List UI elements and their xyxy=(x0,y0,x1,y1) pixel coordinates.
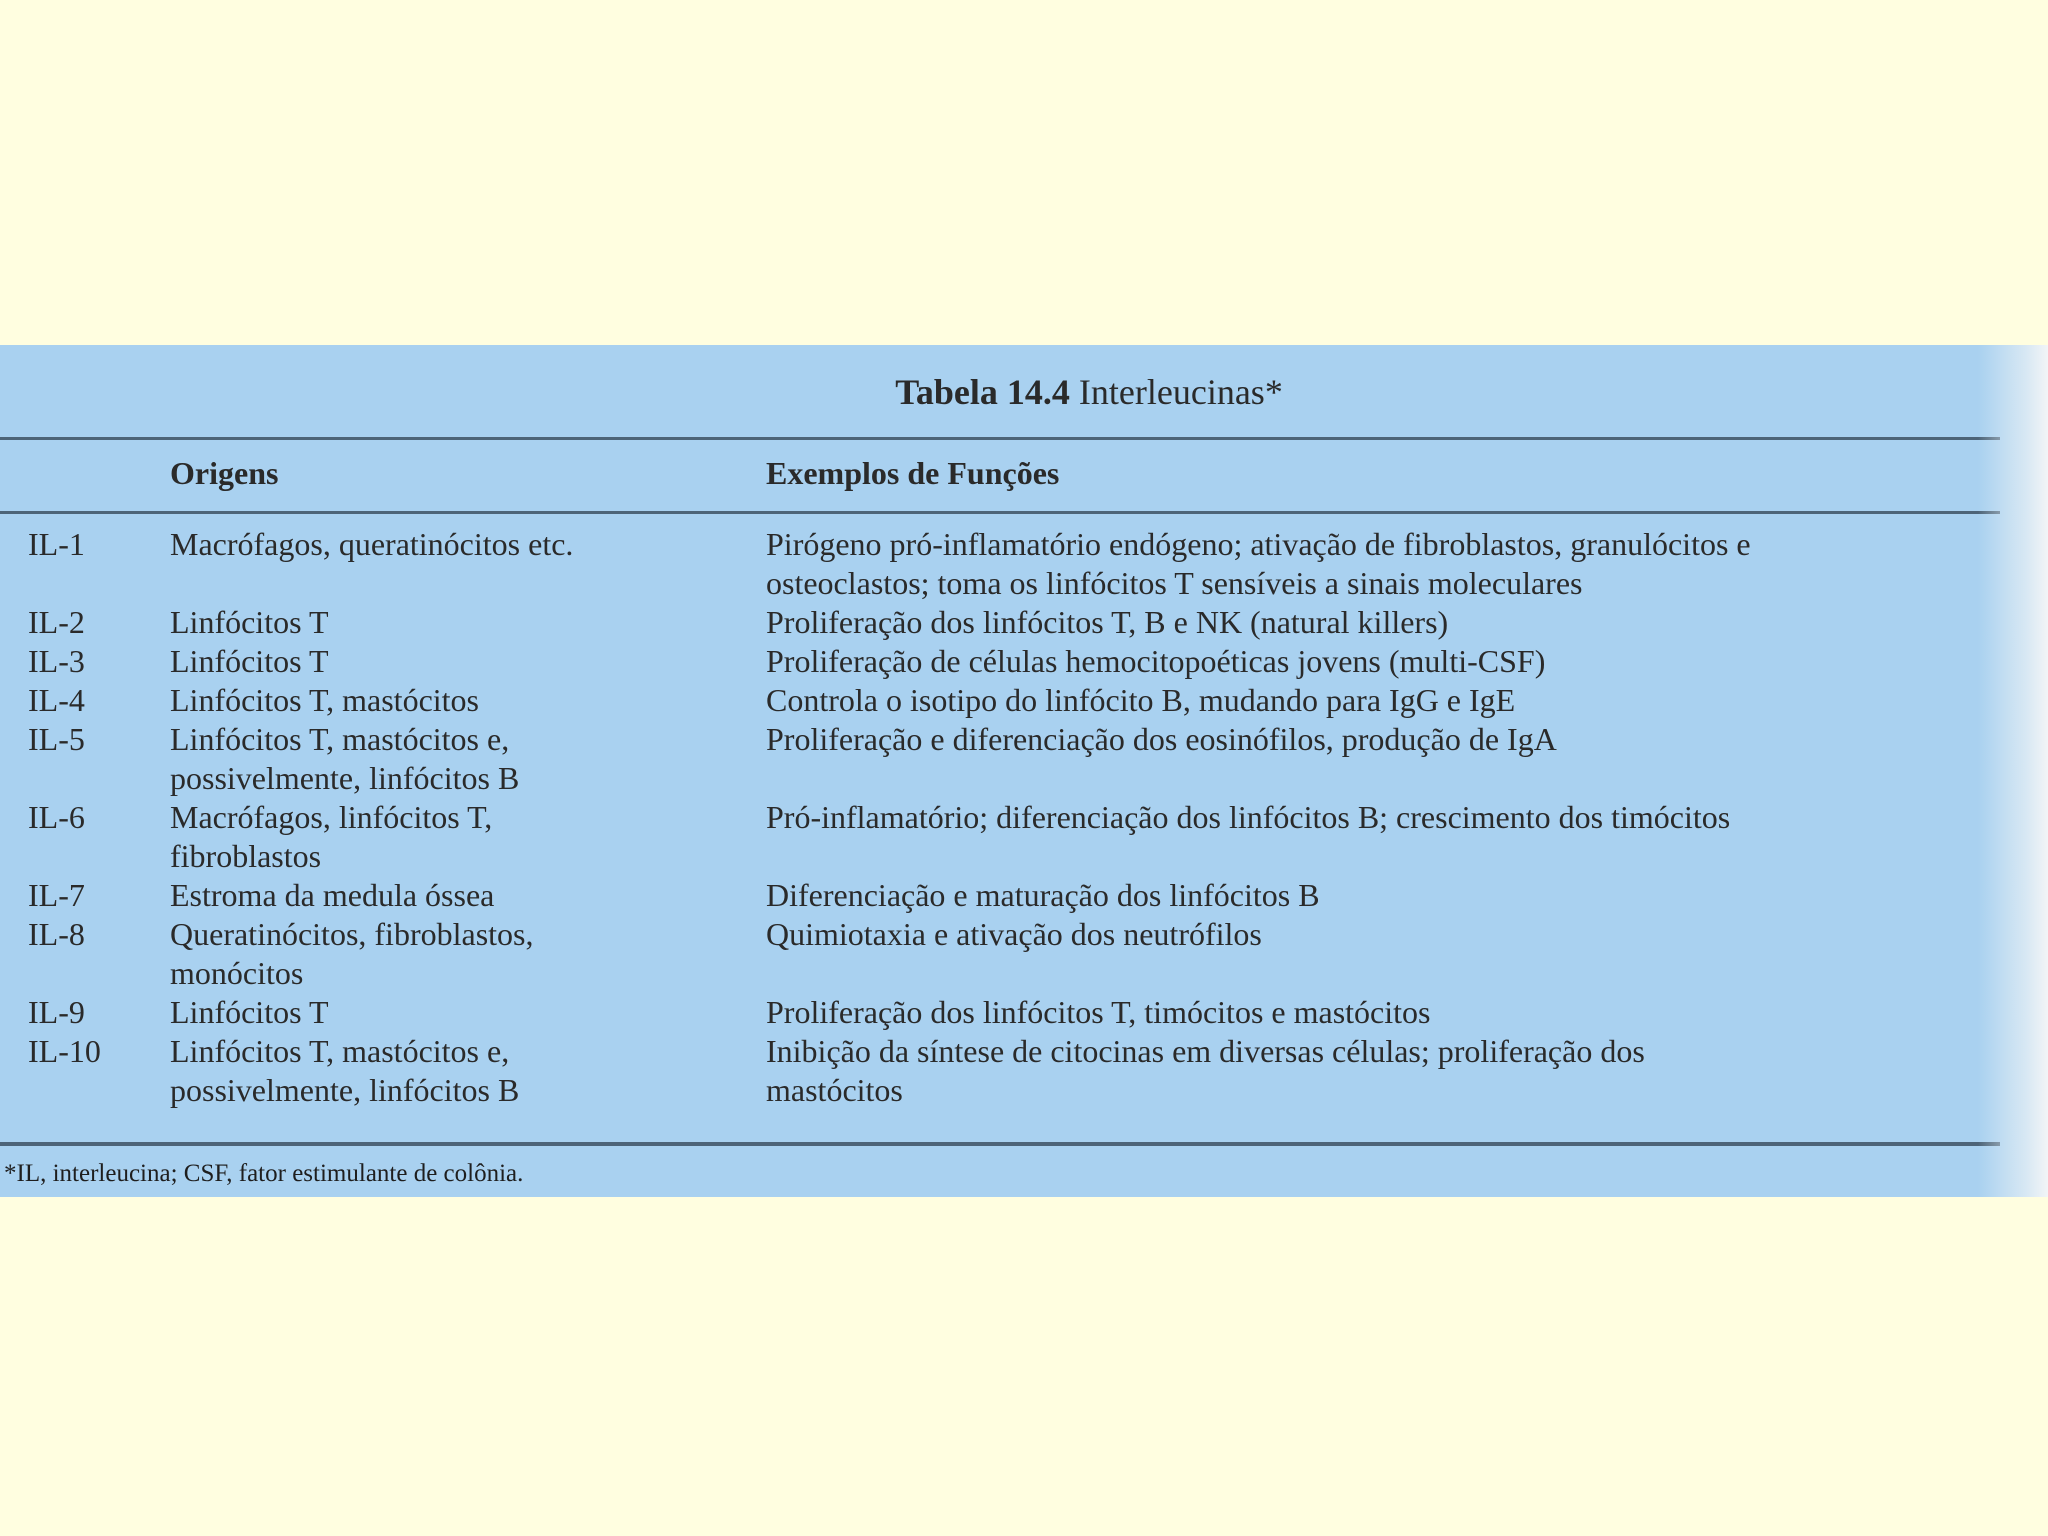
row-origin xyxy=(168,876,766,915)
table-row xyxy=(0,681,2000,720)
row-origin-line: monócitos xyxy=(170,955,304,991)
row-origin xyxy=(168,798,766,876)
row-functions-line: Proliferação dos linfócitos T, timócitos e mastócitos xyxy=(766,994,1431,1030)
row-interleukin-id: IL-9 xyxy=(28,994,85,1030)
row-origin xyxy=(168,1032,766,1110)
table-body xyxy=(0,525,2000,1110)
row-origin xyxy=(168,603,766,642)
row-functions-line: Proliferação dos linfócitos T, B e NK (natural killers) xyxy=(766,604,1449,640)
table-bottom-rule xyxy=(0,1142,2000,1146)
row-origin-line: Queratinócitos, fibroblastos, xyxy=(170,916,534,952)
row-origin-line: possivelmente, linfócitos B xyxy=(170,760,520,796)
table-title xyxy=(0,369,2048,415)
row-functions-line: Proliferação de células hemocitopoéticas jovens (multi-CSF) xyxy=(766,643,1546,679)
row-origin xyxy=(168,915,766,993)
table-row xyxy=(0,720,2000,798)
row-functions xyxy=(766,525,1986,603)
row-functions xyxy=(766,642,1986,681)
table-row xyxy=(0,1032,2000,1110)
table-title-number: Tabela 14.4 xyxy=(895,372,1070,412)
row-origin xyxy=(168,642,766,681)
row-origin-line: fibroblastos xyxy=(170,838,322,874)
row-origin-line: possivelmente, linfócitos B xyxy=(170,1072,520,1108)
row-functions-line: osteoclastos; toma os linfócitos T sensíveis a sinais moleculares xyxy=(766,565,1583,601)
row-functions xyxy=(766,876,1986,915)
table-row xyxy=(0,993,2000,1032)
row-functions-line: Quimiotaxia e ativação dos neutrófilos xyxy=(766,916,1262,952)
table-header-rule xyxy=(0,511,2000,514)
row-origin xyxy=(168,720,766,798)
row-functions-line: Proliferação e diferenciação dos eosinófilos, produção de IgA xyxy=(766,721,1557,757)
row-interleukin-id: IL-1 xyxy=(28,526,85,562)
row-interleukin-id: IL-8 xyxy=(28,916,85,952)
row-origin-line: Linfócitos T xyxy=(170,604,329,640)
row-interleukin-id: IL-5 xyxy=(28,721,85,757)
row-functions xyxy=(766,1032,1986,1110)
row-origin-line: Linfócitos T, mastócitos xyxy=(170,682,479,718)
row-origin-line: Linfócitos T xyxy=(170,643,329,679)
table-title-text: Interleucinas* xyxy=(1069,372,1283,412)
row-origin-line: Macrófagos, queratinócitos etc. xyxy=(170,526,574,562)
row-interleukin-id: IL-3 xyxy=(28,643,85,679)
table-footnote: *IL, interleucina; CSF, fator estimulante de colônia. xyxy=(4,1160,524,1187)
row-functions-line: Controla o isotipo do linfócito B, mudando para IgG e IgE xyxy=(766,682,1516,718)
row-functions xyxy=(766,915,1986,993)
table-row xyxy=(0,525,2000,603)
row-origin-line: Estroma da medula óssea xyxy=(170,877,495,913)
row-origin-line: Linfócitos T xyxy=(170,994,329,1030)
row-origin-line: Linfócitos T, mastócitos e, xyxy=(170,1033,510,1069)
row-functions-line: mastócitos xyxy=(766,1072,903,1108)
table-row xyxy=(0,603,2000,642)
row-functions-line: Pirógeno pró-inflamatório endógeno; ativação de fibroblastos, granulócitos e xyxy=(766,526,1751,562)
interleukin-table xyxy=(0,345,2048,1197)
row-interleukin-id: IL-10 xyxy=(28,1033,101,1069)
table-top-rule xyxy=(0,437,2000,440)
table-row xyxy=(0,915,2000,993)
row-functions xyxy=(766,681,1986,720)
row-functions xyxy=(766,993,1986,1032)
column-header-functions: Exemplos de Funções xyxy=(766,455,1060,491)
row-origin-line: Macrófagos, linfócitos T, xyxy=(170,799,493,835)
table-row xyxy=(0,642,2000,681)
row-functions-line: Diferenciação e maturação dos linfócitos B xyxy=(766,877,1320,913)
row-origin xyxy=(168,681,766,720)
row-interleukin-id: IL-4 xyxy=(28,682,85,718)
row-interleukin-id: IL-2 xyxy=(28,604,85,640)
row-origin xyxy=(168,993,766,1032)
column-header-origins: Origens xyxy=(170,455,279,491)
row-origin xyxy=(168,525,766,603)
row-functions xyxy=(766,798,1986,876)
row-functions xyxy=(766,603,1986,642)
row-origin-line: Linfócitos T, mastócitos e, xyxy=(170,721,510,757)
row-functions xyxy=(766,720,1986,798)
row-interleukin-id: IL-6 xyxy=(28,799,85,835)
row-functions-line: Inibição da síntese de citocinas em diversas células; proliferação dos xyxy=(766,1033,1645,1069)
table-row xyxy=(0,798,2000,876)
row-functions-line: Pró-inflamatório; diferenciação dos linfócitos B; crescimento dos timócitos xyxy=(766,799,1731,835)
row-interleukin-id: IL-7 xyxy=(28,877,85,913)
table-row xyxy=(0,876,2000,915)
